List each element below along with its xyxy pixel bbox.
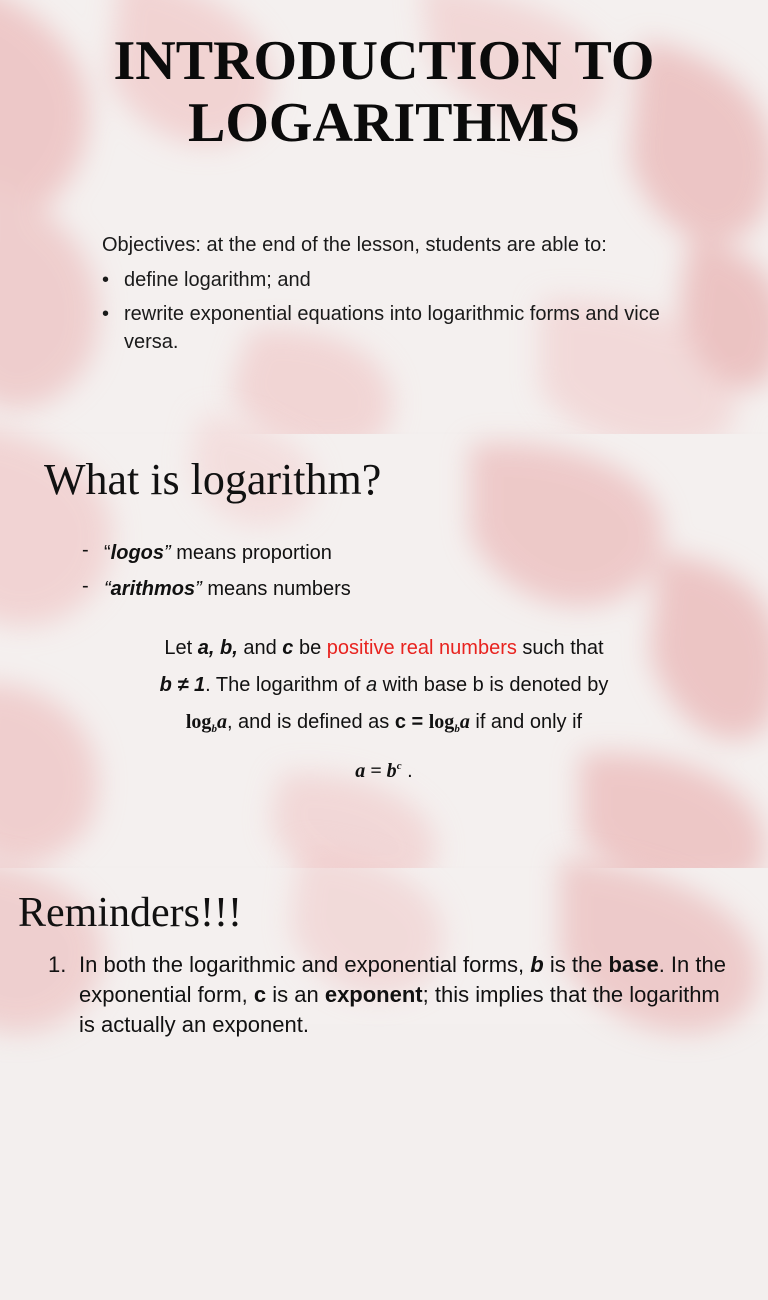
text-fragment: Let bbox=[164, 637, 198, 659]
log-notation bbox=[429, 711, 470, 733]
text-fragment: with base b is denoted by bbox=[377, 674, 609, 696]
text-fragment: . The logarithm of bbox=[205, 674, 366, 696]
list-item bbox=[82, 538, 351, 568]
quote-close: ” bbox=[164, 542, 171, 564]
list-item bbox=[82, 574, 351, 604]
keyword: base bbox=[608, 952, 659, 977]
variable: c bbox=[282, 637, 294, 659]
variable: c bbox=[253, 982, 267, 1007]
log-text: log bbox=[185, 711, 212, 733]
term-word: logos bbox=[110, 542, 165, 564]
text-fragment: if and only if bbox=[469, 711, 583, 733]
list-item bbox=[102, 266, 702, 294]
text-fragment: and bbox=[237, 637, 283, 659]
log-base: b bbox=[454, 723, 460, 735]
text-fragment: such that bbox=[516, 637, 604, 659]
equation-part: c = bbox=[394, 711, 429, 733]
list-item bbox=[48, 950, 738, 1040]
section-heading: Reminders!!! bbox=[18, 890, 242, 936]
text-fragment: is an bbox=[266, 982, 325, 1007]
log-text: log bbox=[428, 711, 455, 733]
bullet-icon: • bbox=[102, 269, 110, 291]
reminder-text bbox=[48, 950, 738, 1040]
text-fragment: . bbox=[401, 760, 413, 782]
log-base: b bbox=[211, 723, 217, 735]
keyword: exponent bbox=[324, 982, 423, 1007]
section-heading: What is logarithm? bbox=[44, 455, 382, 504]
text-fragment: ; this implies that the logarithm is actually an exponent. bbox=[79, 982, 720, 1037]
objective-text: define logarithm; and bbox=[124, 269, 311, 291]
highlight-text: positive real numbers bbox=[326, 637, 517, 659]
variable: a bbox=[216, 711, 227, 733]
quote-open: “ bbox=[104, 542, 111, 564]
text-fragment: In both the logarithmic and exponential forms, bbox=[79, 952, 531, 977]
objectives-block bbox=[102, 230, 702, 362]
exponential-form bbox=[355, 760, 401, 782]
equation-part: a = b bbox=[355, 760, 397, 782]
dash-icon: - bbox=[82, 539, 89, 561]
term-meaning: means numbers bbox=[201, 578, 351, 600]
slide-title bbox=[0, 0, 768, 432]
exponent: c bbox=[396, 760, 402, 772]
title-line-2: LOGARITHMS bbox=[187, 92, 581, 154]
text-fragment: be bbox=[293, 637, 327, 659]
quote-close: ” bbox=[195, 578, 202, 600]
title-line-1: INTRODUCTION TO bbox=[113, 30, 655, 92]
logarithm-definition bbox=[84, 630, 684, 790]
variable: b bbox=[530, 952, 544, 977]
condition: b ≠ 1 bbox=[159, 674, 206, 696]
variable: a, b, bbox=[197, 637, 238, 659]
text-fragment: is the bbox=[543, 952, 609, 977]
etymology-list bbox=[82, 538, 351, 610]
variable: a bbox=[365, 674, 378, 696]
text-fragment: , and is defined as bbox=[226, 711, 395, 733]
bullet-icon: • bbox=[102, 303, 110, 325]
quote-open: “ bbox=[104, 578, 111, 600]
list-item bbox=[102, 300, 702, 356]
objectives-list bbox=[102, 266, 702, 356]
log-notation bbox=[186, 711, 227, 733]
slide-definition bbox=[0, 434, 768, 866]
item-number: 1. bbox=[48, 952, 67, 977]
objective-text: rewrite exponential equations into logarithmic forms and vice versa. bbox=[124, 303, 660, 353]
slide-title-heading bbox=[0, 30, 768, 154]
term-meaning: means proportion bbox=[170, 542, 332, 564]
dash-icon: - bbox=[82, 575, 89, 597]
slide-reminders bbox=[0, 868, 768, 1037]
term-word: arithmos bbox=[110, 578, 196, 600]
text-fragment: . In the exponential form, bbox=[79, 952, 726, 1007]
variable: a bbox=[459, 711, 470, 733]
objectives-intro: Objectives: at the end of the lesson, students are able to: bbox=[102, 234, 607, 256]
